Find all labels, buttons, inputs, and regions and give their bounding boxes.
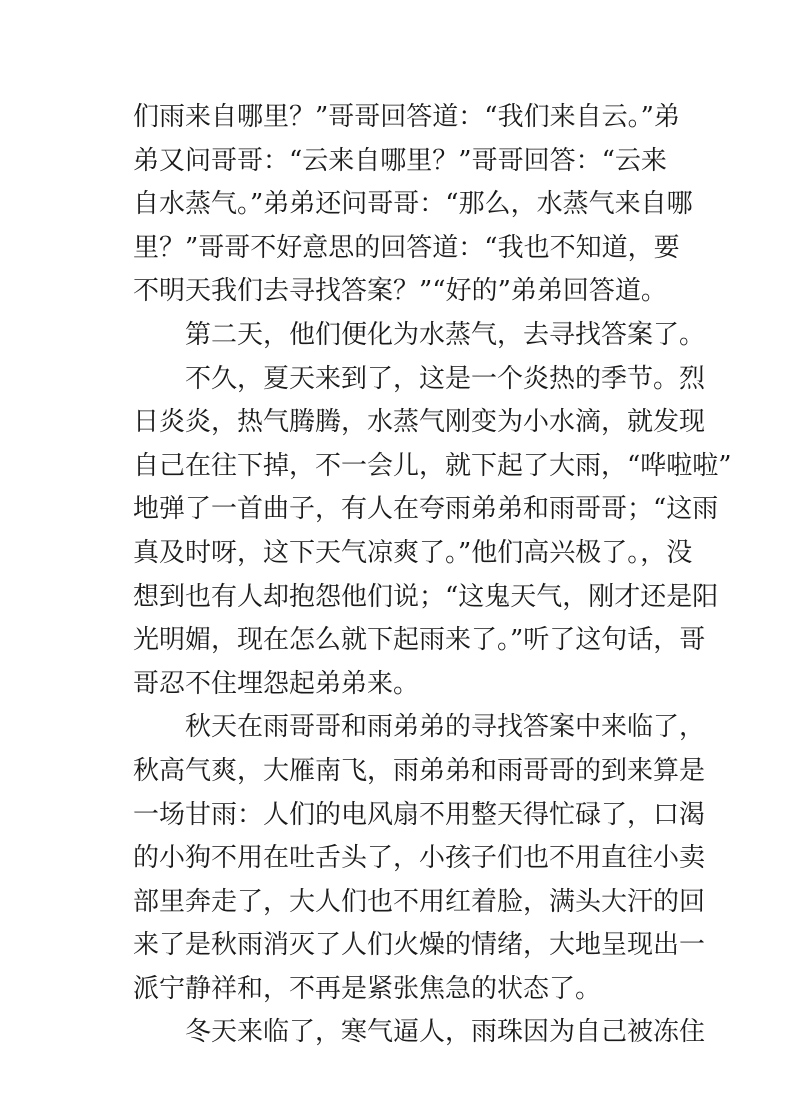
text-line: 秋高气爽，大雁南飞，雨弟弟和雨哥哥的到来算是: [133, 755, 706, 786]
text-line: 的小狗不用在吐舌头了，小孩子们也不用直往小卖: [133, 843, 706, 874]
text-line: 不明天我们去寻找答案？”“好的”弟弟回答道。: [133, 276, 667, 307]
text-line: 自水蒸气。”弟弟还问哥哥：“那么，水蒸气来自哪: [133, 189, 693, 220]
text-line: 弟又问哥哥：“云来自哪里？”哥哥回答：“云来: [133, 145, 667, 176]
text-line: 里？”哥哥不好意思的回答道：“我也不知道，要: [133, 232, 680, 263]
paragraph-first-line: 第二天，他们便化为水蒸气，去寻找答案了。: [185, 319, 706, 350]
text-line: 一场甘雨：人们的电风扇不用整天得忙碌了，口渴: [133, 799, 706, 830]
text-line: 自己在往下掉，不一会儿，就下起了大雨，“哗啦啦”: [133, 450, 732, 481]
text-line: 日炎炎，热气腾腾，水蒸气刚变为小水滴，就发现: [133, 407, 706, 438]
text-line: 光明媚，现在怎么就下起雨来了。”听了这句话，哥: [133, 625, 706, 656]
text-line: 部里奔走了，大人们也不用红着脸，满头大汗的回: [133, 886, 706, 917]
paragraph-first-line: 秋天在雨哥哥和雨弟弟的寻找答案中来临了，: [185, 712, 706, 743]
text-line: 们雨来自哪里？”哥哥回答道：“我们来自云。”弟: [133, 102, 680, 132]
text-line: 哥忍不住埋怨起弟弟来。: [133, 668, 420, 699]
text-line: 真及时呀，这下天气凉爽了。”他们高兴极了。，没: [133, 537, 693, 568]
paragraph-first-line: 不久，夏天来到了，这是一个炎热的季节。烈: [185, 363, 706, 394]
paragraph-first-line: 冬天来临了，寒气逼人，雨珠因为自己被冻住: [185, 1017, 706, 1048]
text-line: 想到也有人却抱怨他们说；“这鬼天气，刚才还是阳: [133, 581, 719, 612]
text-line: 地弹了一首曲子，有人在夸雨弟弟和雨哥哥；“这雨: [133, 494, 719, 525]
text-line: 派宁静祥和，不再是紧张焦急的状态了。: [133, 973, 602, 1004]
body-text: [133, 96, 732, 1055]
text-line: 来了是秋雨消灭了人们火燥的情绪，大地呈现出一: [133, 930, 706, 961]
